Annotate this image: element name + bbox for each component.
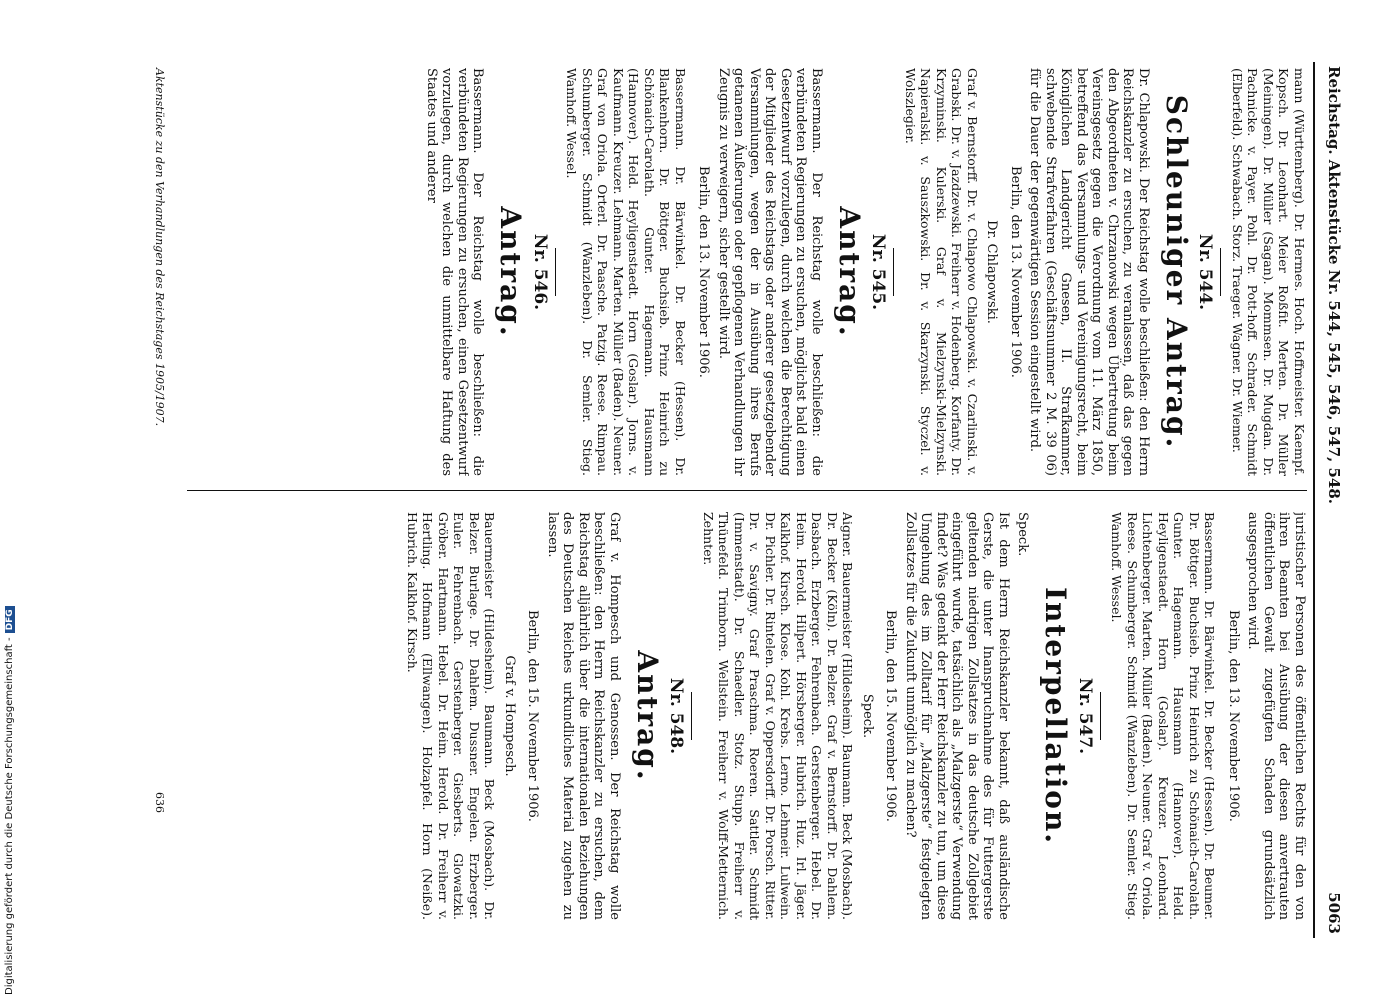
page-footer: Aktenstücke zu den Verhandlungen des Reichstages 1905/1907. [153, 68, 166, 427]
item-text-545: Bassermann. Der Reichstag wolle beschließen: die verbündeten Regierungen zu ersuchen, möglichst bald einen Gesetzentwurf vorzulegen, durch welchen die Berechtigung der Mitglieder des Reichstags oder anderer gesetzgebender Versammlungen, wegen der in Ausübung ihres Berufs getanenen Äußerungen oder gepflogenen Verhandlungen ihr Zeugnis zu verweigern, sicher gestellt wird. [716, 68, 824, 476]
header-title: Reichstag. Aktenstücke Nr. 544, 545, 546, 547, 548. [1325, 66, 1343, 504]
item-signer2-547: Speck. [860, 693, 875, 739]
item-title-548: Antrag. [631, 650, 664, 782]
right-column [167, 512, 1307, 920]
intro-signatories: mann (Württemberg). Dr. Hermes. Hoch. Hoffmeister. Kaempf. Kopsch. Dr. Leonhart. Meier Roßfit. Merten. Dr. Müller (Meiningen). Dr. Müller (Sagan). Mommsen. Dr. Mugdan. Dr. Pachnicke. v. Payer. Pohl. Dr. Pott-hoff. Schrader. Schmidt (Elberfeld). Schwabach. Storz. Traeger. Wagner. Dr. Wiemer. [1230, 68, 1307, 476]
item-date-547: Berlin, den 15. November 1906. [883, 610, 899, 822]
section-divider [555, 248, 556, 296]
item-signatories-547: Aigner. Bauermeister (Hildesheim). Baumann. Beck (Mosbach). Dr. Becker (Köln). Dr. Belzer. Graf v. Bernstorff. Dr. Dahlem. Dasbach. Erzberger. Fehrenbach. Gerstenberger. Hebel. Dr. Heim. Herold. Hilpert. Hörsberger. Hubrich. Huz. Irl. Jäger. Kalkhof. Kirsch. Klose. Kohl. Krebs. Lerno. Lehmeir. Lulwein. Dr. Pichler. Dr. Rintelen. Graf v. Oppersdorff. Dr. Porsch. Ritter. Dr. v. Savigny. Graf Praschma. Roeren. Sattler. Schmidt (Immenstadt). Dr. Schaedler. Stotz. Stupp. Freiherr v. Thünefeld. Trimborn. Wellstein. Freiherr v. Wolff-Metternich. Zehnter. [701, 512, 856, 920]
item-signatories-548: Bauermeister (Hildesheim). Baumann. Beck (Mosbach). Dr. Belzer. Burlage. Dr. Dahlem. Dussner. Engelen. Erzberger. Euler. Fehrenbach. Gerstenberger. Giesberts. Glowatzki. Gröber. Hartmann. Hebel. Dr. Heim. Herold. Dr. Freiherr v. Hertling. Hofmann (Ellwangen). Holzapfel. Horn (Neiße). Hubrich. Kalkhof. Kirsch. [405, 512, 498, 920]
item-signatories-544: Graf v. Bernstorff. Dr. v. Chlapowo Chlapowski. v. Czarlinski. v. Grabski. Dr. v. Jazdzewski. Freiherr v. Hodenberg. Korfanty. Dr. Krzyminski. Kulerski. Graf v. Mielzynski-Mielzynski. Napieralski. v. Sauszkowski. Dr. v. Skarzynski. Styczel. v. Wolszlegier. [903, 68, 980, 476]
section-divider [894, 248, 895, 296]
item-number-545: Nr. 545. [868, 233, 889, 311]
item-signatories-545: Bassermann. Dr. Bärwinkel. Dr. Becker (Hessen). Dr. Blankenhorn. Dr. Böttger. Buchsieb. Prinz Heinrich zu Schönaich-Carolath. Gunter. Hagemann. Hausmann (Hannover). Held. Heyligenstaedt. Horn (Goslar). Jorns. v. Kaufmann. Kreuzer. Lehmann. Marten. Müller (Baden). Neuner. Graf von Oriola. Orterl. Dr. Paasche. Patzig. Reese. Rimpau. Schumberger. Schmidt (Wanzleben). Dr. Semler. Stieg. Wamhoff. Wessel. [564, 68, 688, 476]
item-signer-548: Graf v. Hompesch. [502, 655, 517, 777]
item-text-546-continued: juristischer Personen des öffentlichen Rechts für den von ihren Beamten bei Ausübung der diesen anvertrauten öffentlichen Gewalt zugefügten Schaden grundsätzlich ausgesprochen wird. [1245, 512, 1307, 920]
item-text-547: Ist dem Herrn Reichskanzler bekannt, daß ausländische Gerste, die unter Inanspruchnahme des für Futtergerste geltenden niedrigen Zollsatzes in das deutsche Zollgebiet eingeführt wurde, tatsächlich als „Malzgerste“ Verwendung findet? Was gedenkt der Herr Reichskanzler zu tun, um diese Umgehung des im Zolltarif für „Malzgerste“ festgelegten Zollsatzes für die Zukunft unmöglich zu machen? [903, 512, 1011, 920]
item-date-544: Berlin, den 13. November 1906. [1008, 166, 1023, 378]
item-title-544: Schleuniger Antrag. [1160, 94, 1193, 450]
left-column [167, 68, 1307, 476]
column-divider [187, 490, 1307, 491]
header-rule [1313, 62, 1315, 938]
item-number-544: Nr. 544. [1195, 233, 1216, 311]
item-signer-547: Speck. [1015, 512, 1031, 557]
running-header [1315, 62, 1345, 938]
item-signer-544: Dr. Chlapowski. [984, 220, 1000, 324]
item-text-544: Dr. Chlapowski. Der Reichstag wolle beschließen: den Herrn Reichskanzler zu ersuchen, zu veranlassen, daß das gegen den Abgeordneten v. Chrzanowski wegen Übertretung beim Vereinsgesetz gegen die Verordnung vom 11. März 1850, betreffend das Versammlungs- und Vereinigungsrecht, beim Königlichen Landgericht Gnesen, II. Strafkammer, schwebende Strafverfahren (Geschäftsnummer 2 M. 39 06) für die Dauer der gegenwärtigen Session eingestellt wird. [1027, 68, 1151, 476]
item-number-547: Nr. 547. [1075, 677, 1095, 755]
item-number-548: Nr. 548. [666, 677, 687, 755]
dfg-logo: DFG [5, 606, 15, 633]
digitization-note [4, 606, 15, 995]
item-title-547: Interpellation. [1039, 586, 1073, 846]
item-date-545: Berlin, den 13. November 1906. [696, 166, 712, 378]
item-date-548: Berlin, den 15. November 1906. [525, 610, 541, 822]
item-date-546: Berlin, den 13. November 1906. [1226, 610, 1241, 822]
digitization-note-text: Digitalisierung gefördert durch die Deutsche Forschungsgemeinschaft - [4, 637, 15, 995]
item-text-546: Bassermann. Der Reichstag wolle beschließen: die verbündeten Regierungen zu ersuchen, einen Gesetzentwurf vorzulegen, durch welchen die unmittelbare Haftung des Staates und anderer [424, 68, 486, 476]
rotated-document-page [75, 62, 1345, 938]
item-title-545: Antrag. [833, 206, 866, 338]
item-title-546: Antrag. [494, 206, 528, 338]
item-text-548: Graf v. Hompesch und Genossen. Der Reichstag wolle beschließen: den Herrn Reichskanzler zu ersuchen, dem Reichstag alljährlich über die internationalen Beziehungen des Deutschen Reiches urkundliches Material zugehen zu lassen. [545, 512, 622, 920]
item-number-546: Nr. 546. [530, 233, 550, 311]
page-number: 5063 [1325, 892, 1343, 934]
sheet-number: 636 [153, 792, 166, 813]
item-signatories-546: Bassermann. Dr. Bärwinkel. Dr. Becker (Hessen). Dr. Beumer. Dr. Böttger. Buchsieb. Prinz Heinrich zu Schönaich-Carolath. Gunter. Hagemann. Hausmann (Hannover). Held. Heyligenstaedt. Horn (Goslar). Kreuzer. Leonhard. Lichtenberger. Marten. Müller (Baden). Neuner. Graf v. Oriola. Reese. Schumberger. Schmidt (Wanzleben). Dr. Semler. Stieg. Wamhoff. Wessel. [1109, 512, 1218, 920]
section-divider [1221, 248, 1222, 296]
section-divider [692, 692, 693, 740]
section-divider [1100, 692, 1101, 740]
